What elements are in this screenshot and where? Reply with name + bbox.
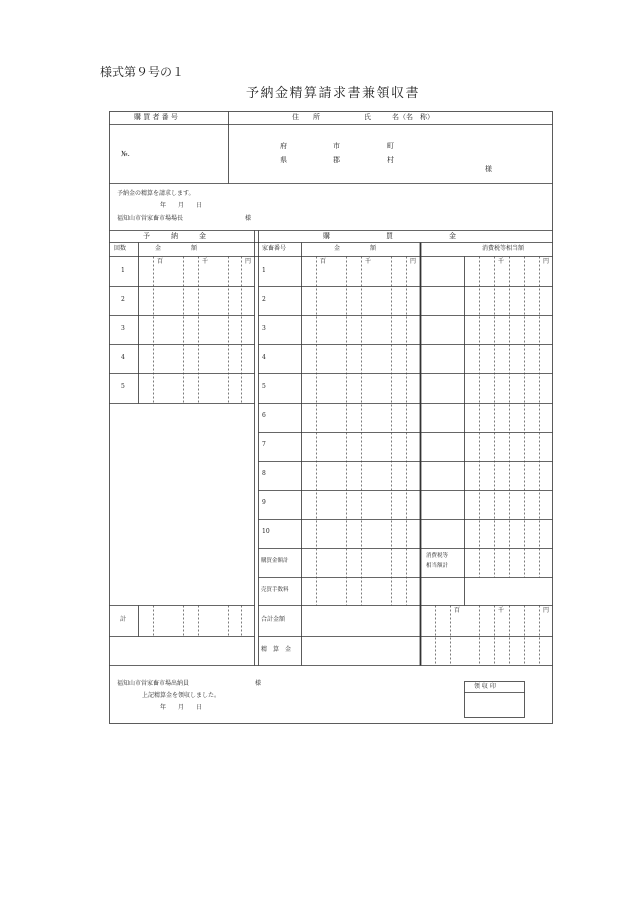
- village-mura: 村: [387, 156, 394, 164]
- purchase-unit-yen: 円: [410, 258, 417, 265]
- prepay-row-number: 4: [121, 354, 125, 361]
- purchase-row-number: 8: [262, 470, 266, 477]
- purchase-row-number: 4: [262, 354, 266, 361]
- no-label: №.: [121, 150, 130, 158]
- prefecture-ken: 県: [280, 156, 287, 164]
- receipt-seal-label: 領 収 印: [474, 683, 496, 690]
- tax-total-label-line1: 消費税等: [426, 553, 449, 559]
- address-label: 住 所: [292, 113, 320, 121]
- tax-unit-thousand: 千: [498, 258, 505, 265]
- purchase-unit-thousand: 千: [365, 258, 372, 265]
- name-label: 氏 名（名 称）: [364, 113, 434, 121]
- col-prepay-amount-header: 金 額: [155, 245, 198, 252]
- grand-total-label: 合計金額: [261, 616, 286, 623]
- settlement-label: 精 算 金: [261, 646, 292, 653]
- purchase-section-title: 購 買 金: [323, 232, 456, 240]
- grand-unit-hundred: 百: [454, 607, 461, 614]
- tax-unit-yen: 円: [543, 258, 550, 265]
- prepay-row-number: 2: [121, 296, 125, 303]
- prepay-unit-yen: 円: [245, 258, 252, 265]
- purchase-total-label: 購買金額計: [261, 558, 289, 564]
- prepay-unit-hundred: 百: [157, 258, 164, 265]
- prefecture-fu: 府: [280, 142, 287, 150]
- county-gun: 郡: [333, 156, 340, 164]
- col-tax-header: 消費税等相当額: [482, 245, 525, 252]
- purchase-unit-hundred: 百: [320, 258, 327, 265]
- purchase-row-number: 3: [262, 325, 266, 332]
- purchase-row-number: 2: [262, 296, 266, 303]
- prepay-unit-thousand: 千: [202, 258, 209, 265]
- request-text: 予納金の精算を請求します。: [117, 190, 195, 197]
- purchase-row-number: 5: [262, 383, 266, 390]
- prepayment-section-title: 予 納 金: [143, 232, 206, 240]
- form-number: 様式第９号の１: [100, 65, 185, 79]
- town-machi: 町: [387, 142, 394, 150]
- prepay-row-number: 3: [121, 325, 125, 332]
- col-purchase-amount-header: 金 額: [334, 245, 377, 252]
- tax-total-label-line2: 相当額計: [426, 563, 449, 569]
- receipt-received-text: 上記精算金を領収しました。: [142, 692, 221, 699]
- request-date: 年 月 日: [160, 202, 203, 209]
- buyer-number-label: 購 買 者 番 号: [134, 113, 178, 121]
- receipt-date: 年 月 日: [160, 704, 203, 711]
- form-title: 予納金精算請求書兼領収書: [246, 86, 421, 101]
- sales-fee-label: 売買手数料: [261, 587, 289, 593]
- purchase-row-number: 1: [262, 267, 266, 274]
- purchase-row-number: 7: [262, 441, 266, 448]
- receipt-officer: 福知山市営家畜市場出納員: [117, 680, 190, 687]
- request-addressee: 福知山市営家畜市場場長: [117, 215, 184, 222]
- address-honorific: 様: [485, 165, 492, 173]
- col-livestock-number-header: 家畜番号: [262, 245, 287, 252]
- grand-unit-yen: 円: [543, 607, 550, 614]
- city-shi: 市: [333, 142, 340, 150]
- grand-unit-thousand: 千: [498, 607, 505, 614]
- request-honorific: 様: [245, 215, 252, 222]
- purchase-row-number: 10: [262, 528, 270, 535]
- receipt-officer-honorific: 様: [255, 680, 262, 687]
- prepay-total-label: 計: [120, 616, 127, 623]
- purchase-row-number: 9: [262, 499, 266, 506]
- purchase-row-number: 6: [262, 412, 266, 419]
- prepay-row-number: 5: [121, 383, 125, 390]
- prepay-row-number: 1: [121, 267, 125, 274]
- col-round-header: 回数: [114, 245, 127, 252]
